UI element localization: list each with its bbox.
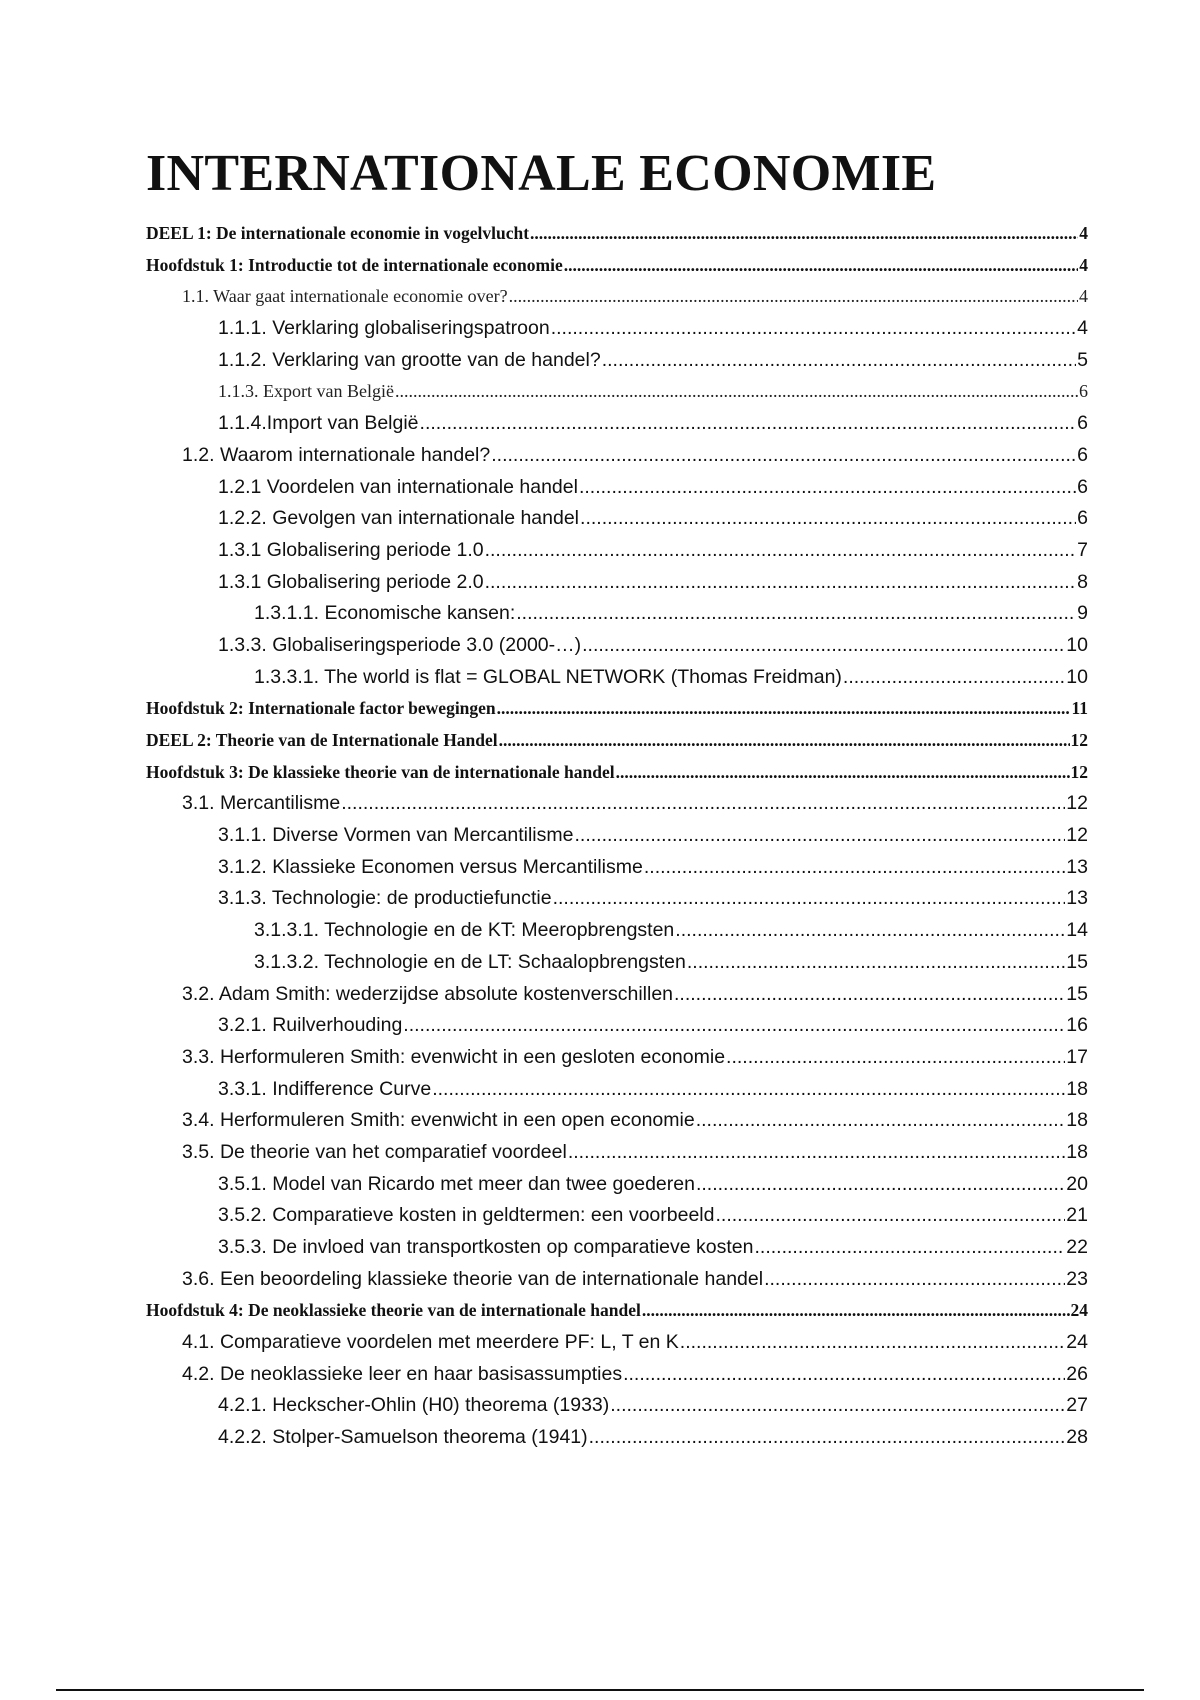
toc-entry[interactable] [146,598,1088,630]
toc-entry-page-number: 11 [1071,698,1088,719]
toc-entry-page-number: 18 [1066,1109,1088,1132]
toc-entry-title: 1.1.1. Verklaring globaliseringspatroon [218,317,550,340]
toc-entry-title: 3.1.2. Klassieke Economen versus Mercantilisme [218,855,643,878]
toc-entry[interactable] [146,630,1088,662]
toc-entry-title: 1.3.3. Globaliseringsperiode 3.0 (2000-…) [218,633,582,656]
dot-leader [485,535,1077,567]
toc-entry-page-number: 22 [1066,1236,1088,1258]
dot-leader [642,1295,1070,1327]
toc-entry-title: 1.3.1.1. Economische kansen: [254,602,516,625]
dot-leader [764,1264,1065,1296]
dot-leader [726,1042,1065,1074]
dot-leader [610,1390,1065,1422]
toc-entry-title: 3.3. Herformuleren Smith: evenwicht in een gesloten economie [182,1045,726,1068]
dot-leader [564,250,1079,282]
toc-entry[interactable] [146,1200,1088,1232]
toc-entry-page-number: 21 [1066,1204,1088,1227]
dot-leader [341,788,1065,820]
toc-entry-page-number: 26 [1066,1362,1088,1385]
toc-entry[interactable] [146,788,1088,820]
dot-leader [530,218,1078,250]
dot-leader [696,1169,1065,1201]
toc-entry-title: 1.1.4.Import van België [218,412,419,435]
toc-entry[interactable] [146,313,1088,345]
toc-entry[interactable] [146,820,1088,852]
toc-entry-page-number: 6 [1079,381,1088,402]
toc-entry-page-number: 6 [1077,412,1088,435]
document-title: INTERNATIONALE ECONOMIE [146,145,937,202]
toc-entry-title: 1.3.3.1. The world is flat = GLOBAL NETWORK (Thomas Freidman) [254,665,842,688]
toc-entry-title: 3.5.3. De invloed van transportkosten op comparatieve kosten [218,1236,754,1258]
toc-entry[interactable] [146,1264,1088,1296]
toc-entry-title: 4.2.1. Heckscher-Ohlin (H0) theorema (1933) [218,1394,610,1417]
toc-entry-title: Hoofdstuk 3: De klassieke theorie van de internationale handel [146,761,615,782]
toc-entry-page-number: 4 [1079,254,1088,275]
dot-leader [687,947,1065,979]
dot-leader [420,408,1077,440]
toc-entry-page-number: 6 [1077,443,1088,466]
toc-entry[interactable] [146,345,1088,377]
toc-entry-page-number: 14 [1066,919,1088,942]
toc-entry[interactable] [146,1010,1088,1042]
dot-leader [499,725,1070,757]
toc-entry[interactable] [146,1169,1088,1201]
toc-entry[interactable] [146,503,1088,535]
toc-entry-page-number: 24 [1070,1300,1088,1321]
toc-entry-page-number: 4 [1077,317,1088,340]
dot-leader [644,852,1065,884]
table-of-contents [146,218,1088,1454]
toc-entry-page-number: 9 [1077,602,1088,625]
dot-leader [485,567,1077,599]
toc-entry-page-number: 5 [1077,348,1088,371]
toc-entry-title: 3.1.3.1. Technologie en de KT: Meeropbrengsten [254,919,675,942]
toc-entry-title: 3.5.2. Comparatieve kosten in geldtermen: een voorbeeld [218,1204,715,1227]
toc-entry-page-number: 6 [1077,507,1088,530]
toc-entry-page-number: 8 [1077,570,1088,593]
toc-entry[interactable] [146,1042,1088,1074]
dot-leader [551,313,1076,345]
toc-entry[interactable] [146,979,1088,1011]
toc-entry-title: 3.1.3. Technologie: de productiefunctie [218,887,552,910]
toc-entry-page-number: 13 [1066,887,1088,910]
toc-entry[interactable] [146,915,1088,947]
toc-entry-title: 1.2. Waarom internationale handel? [182,443,491,466]
dot-leader [580,503,1076,535]
toc-entry-title: DEEL 1: De internationale economie in vogelvlucht [146,223,530,243]
dot-leader [553,883,1066,915]
toc-entry-title: 3.1. Mercantilisme [182,792,341,815]
toc-entry[interactable] [146,1232,1088,1264]
dot-leader [696,1105,1066,1137]
toc-entry-page-number: 18 [1066,1077,1088,1100]
toc-entry[interactable] [146,947,1088,979]
toc-entry-title: 1.1.3. Export van België [218,381,394,402]
footer-divider [56,1689,1144,1691]
toc-entry-page-number: 13 [1066,855,1088,878]
toc-entry-title: 3.1.3.2. Technologie en de LT: Schaalopbrengsten [254,950,686,973]
dot-leader [497,693,1071,725]
toc-entry[interactable] [146,376,1088,408]
dot-leader [623,1359,1065,1391]
dot-leader [675,915,1065,947]
toc-entry-title: 3.5.1. Model van Ricardo met meer dan twee goederen [218,1172,695,1195]
dot-leader [432,1074,1065,1106]
toc-entry-page-number: 16 [1066,1014,1088,1037]
dot-leader [568,1137,1065,1169]
toc-entry[interactable] [146,535,1088,567]
toc-entry-title: 3.3.1. Indifference Curve [218,1077,432,1100]
toc-entry-page-number: 24 [1066,1331,1088,1354]
toc-entry-page-number: 10 [1066,665,1088,688]
toc-entry-page-number: 23 [1066,1267,1088,1290]
dot-leader [574,820,1065,852]
toc-entry-page-number: 7 [1077,538,1088,561]
toc-entry-title: 1.3.1 Globalisering periode 2.0 [218,570,484,593]
toc-entry-title: 3.2. Adam Smith: wederzijdse absolute kostenverschillen [182,982,674,1005]
toc-entry-title: 3.5. De theorie van het comparatief voordeel [182,1140,567,1163]
dot-leader [754,1232,1065,1264]
dot-leader [509,281,1078,313]
dot-leader [589,1422,1066,1454]
dot-leader [491,440,1076,472]
toc-entry-title: 4.2. De neoklassieke leer en haar basisassumpties [182,1362,623,1385]
toc-entry[interactable] [146,567,1088,599]
toc-entry[interactable] [146,1295,1088,1327]
toc-entry-title: 1.2.2. Gevolgen van internationale handel [218,507,580,530]
toc-entry[interactable] [146,408,1088,440]
toc-entry-title: 1.2.1 Voordelen van internationale handel [218,475,578,498]
toc-entry-title: 4.1. Comparatieve voordelen met meerdere PF: L, T en K [182,1331,679,1354]
toc-entry-title: Hoofdstuk 1: Introductie tot de internationale economie [146,254,563,275]
toc-entry-title: 3.6. Een beoordeling klassieke theorie van de internationale handel [182,1267,764,1290]
toc-entry-title: Hoofdstuk 2: Internationale factor bewegingen [146,698,496,719]
toc-entry-page-number: 10 [1066,633,1088,656]
toc-entry[interactable] [146,250,1088,282]
dot-leader [680,1327,1066,1359]
toc-entry[interactable] [146,662,1088,694]
toc-entry-page-number: 15 [1066,982,1088,1005]
toc-entry[interactable] [146,693,1088,725]
dot-leader [516,598,1076,630]
toc-entry-page-number: 12 [1066,792,1088,815]
toc-entry-page-number: 4 [1079,223,1088,243]
toc-entry[interactable] [146,757,1088,789]
toc-entry[interactable] [146,1390,1088,1422]
toc-entry[interactable] [146,1327,1088,1359]
toc-entry-page-number: 17 [1066,1045,1088,1068]
toc-entry[interactable] [146,852,1088,884]
toc-entry[interactable] [146,1074,1088,1106]
toc-entry-title: 1.1. Waar gaat internationale economie over? [182,286,508,307]
dot-leader [602,345,1076,377]
toc-entry-title: 3.4. Herformuleren Smith: evenwicht in een open economie [182,1109,695,1132]
dot-leader [579,472,1076,504]
toc-entry[interactable] [146,218,1088,250]
toc-entry-page-number: 18 [1066,1140,1088,1163]
toc-entry-page-number: 28 [1066,1426,1088,1449]
toc-entry-title: DEEL 2: Theorie van de Internationale Handel [146,730,498,750]
toc-entry[interactable] [146,281,1088,313]
toc-entry-title: 3.1.1. Diverse Vormen van Mercantilisme [218,824,574,847]
dot-leader [843,662,1065,694]
toc-entry-page-number: 20 [1066,1172,1088,1195]
toc-entry[interactable] [146,1359,1088,1391]
toc-entry-page-number: 4 [1079,286,1088,307]
toc-entry-title: 1.1.2. Verklaring van grootte van de handel? [218,348,601,371]
toc-entry[interactable] [146,1422,1088,1454]
dot-leader [715,1200,1065,1232]
toc-entry[interactable] [146,472,1088,504]
toc-entry-title: 4.2.2. Stolper-Samuelson theorema (1941) [218,1426,588,1449]
toc-entry-title: 3.2.1. Ruilverhouding [218,1014,403,1037]
toc-entry-page-number: 15 [1066,950,1088,973]
toc-entry-page-number: 12 [1070,730,1088,750]
toc-entry[interactable] [146,1105,1088,1137]
dot-leader [582,630,1065,662]
dot-leader [403,1010,1065,1042]
toc-entry-page-number: 12 [1066,824,1088,847]
toc-entry-title: Hoofdstuk 4: De neoklassieke theorie van de internationale handel [146,1300,641,1321]
dot-leader [674,979,1065,1011]
toc-entry-page-number: 6 [1077,475,1088,498]
toc-entry-page-number: 12 [1070,761,1088,782]
toc-entry[interactable] [146,883,1088,915]
dot-leader [395,376,1078,408]
toc-entry-page-number: 27 [1066,1394,1088,1417]
dot-leader [616,757,1070,789]
toc-entry[interactable] [146,1137,1088,1169]
toc-entry[interactable] [146,440,1088,472]
toc-entry-title: 1.3.1 Globalisering periode 1.0 [218,538,484,561]
toc-entry[interactable] [146,725,1088,757]
